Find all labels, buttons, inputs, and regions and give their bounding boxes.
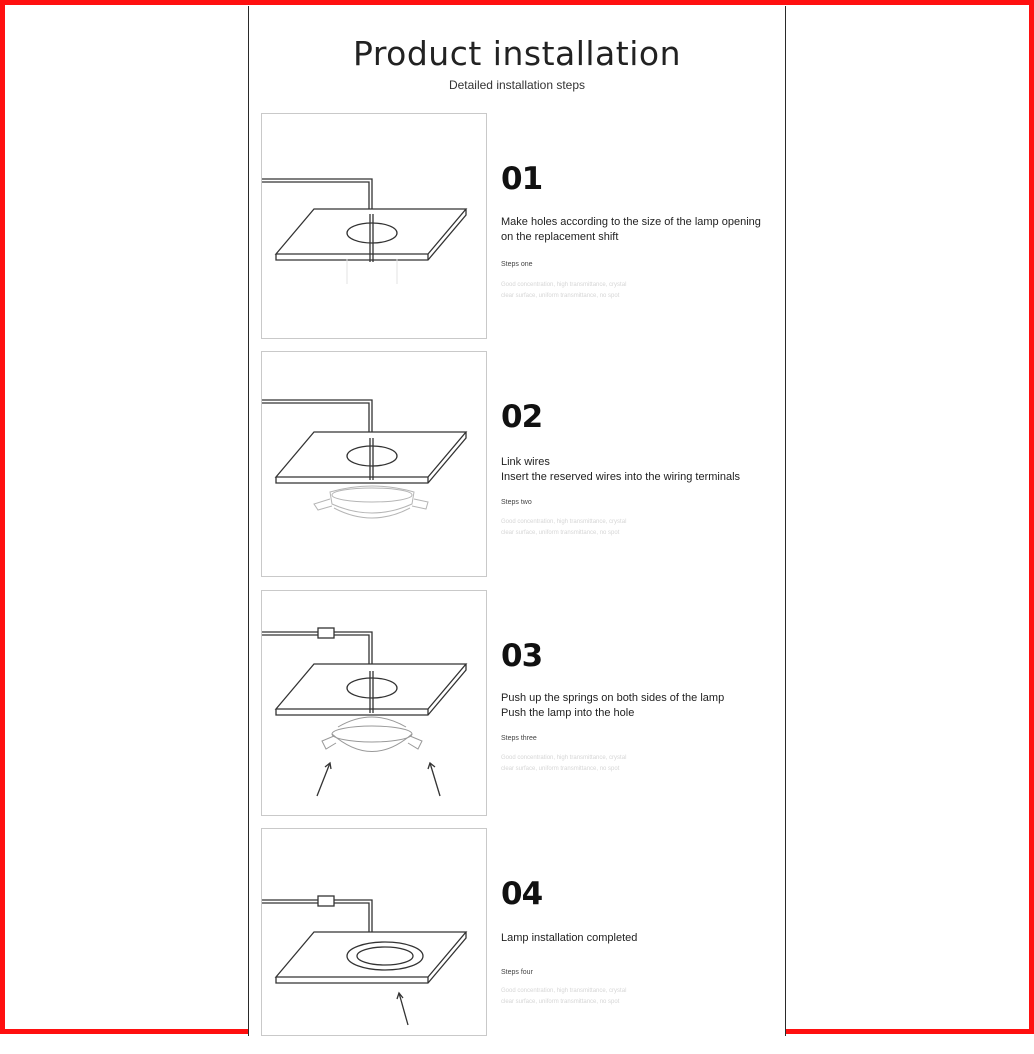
step-label: Steps one (501, 261, 533, 268)
step-description (501, 455, 791, 485)
step-faint-note (501, 517, 681, 539)
step-number: 03 (501, 638, 543, 674)
step-2-illustration (261, 351, 487, 577)
step-number: 04 (501, 876, 543, 912)
faint-line: clear surface, uniform transmittance, no spot (501, 766, 620, 772)
step-description-line: Make holes according to the size of the lamp opening (501, 216, 761, 228)
step-3-illustration (261, 590, 487, 816)
faint-line: Good concentration, high transmittance, crystal (501, 282, 627, 288)
step-number: 01 (501, 161, 543, 197)
step-3 (261, 590, 781, 816)
faint-line: Good concentration, high transmittance, crystal (501, 519, 627, 525)
step-description-line: Insert the reserved wires into the wiring terminals (501, 471, 741, 483)
step-4 (261, 828, 781, 1054)
step-4-illustration (261, 828, 487, 1036)
step-number: 02 (501, 399, 543, 435)
faint-line: clear surface, uniform transmittance, no spot (501, 530, 620, 536)
installation-sheet (248, 6, 786, 1036)
faint-line: Good concentration, high transmittance, crystal (501, 755, 627, 761)
step-label: Steps two (501, 499, 532, 506)
step-description (501, 215, 791, 245)
faint-line: clear surface, uniform transmittance, no spot (501, 293, 620, 299)
faint-line: clear surface, uniform transmittance, no spot (501, 999, 620, 1005)
step-description (501, 931, 791, 946)
page-title: Product installation (353, 34, 681, 73)
step-description-line: Push up the springs on both sides of the lamp (501, 692, 725, 704)
drilling-hole-drawing (262, 114, 486, 338)
step-2 (261, 351, 781, 577)
step-1-illustration (261, 113, 487, 339)
step-faint-note (501, 986, 681, 1008)
step-description-line: Lamp installation completed (501, 932, 638, 944)
step-label: Steps four (501, 969, 533, 976)
push-lamp-drawing (262, 591, 486, 815)
page-subtitle: Detailed installation steps (448, 78, 586, 92)
completed-drawing (262, 829, 486, 1035)
step-label: Steps three (501, 735, 537, 742)
step-faint-note (501, 753, 681, 775)
step-description (501, 691, 791, 721)
step-description-line: Link wires (501, 456, 550, 468)
step-faint-note (501, 280, 681, 302)
step-description-line: Push the lamp into the hole (501, 707, 635, 719)
step-description-line: on the replacement shift (501, 231, 619, 243)
step-1 (261, 113, 781, 339)
wiring-drawing (262, 352, 486, 576)
faint-line: Good concentration, high transmittance, crystal (501, 988, 627, 994)
